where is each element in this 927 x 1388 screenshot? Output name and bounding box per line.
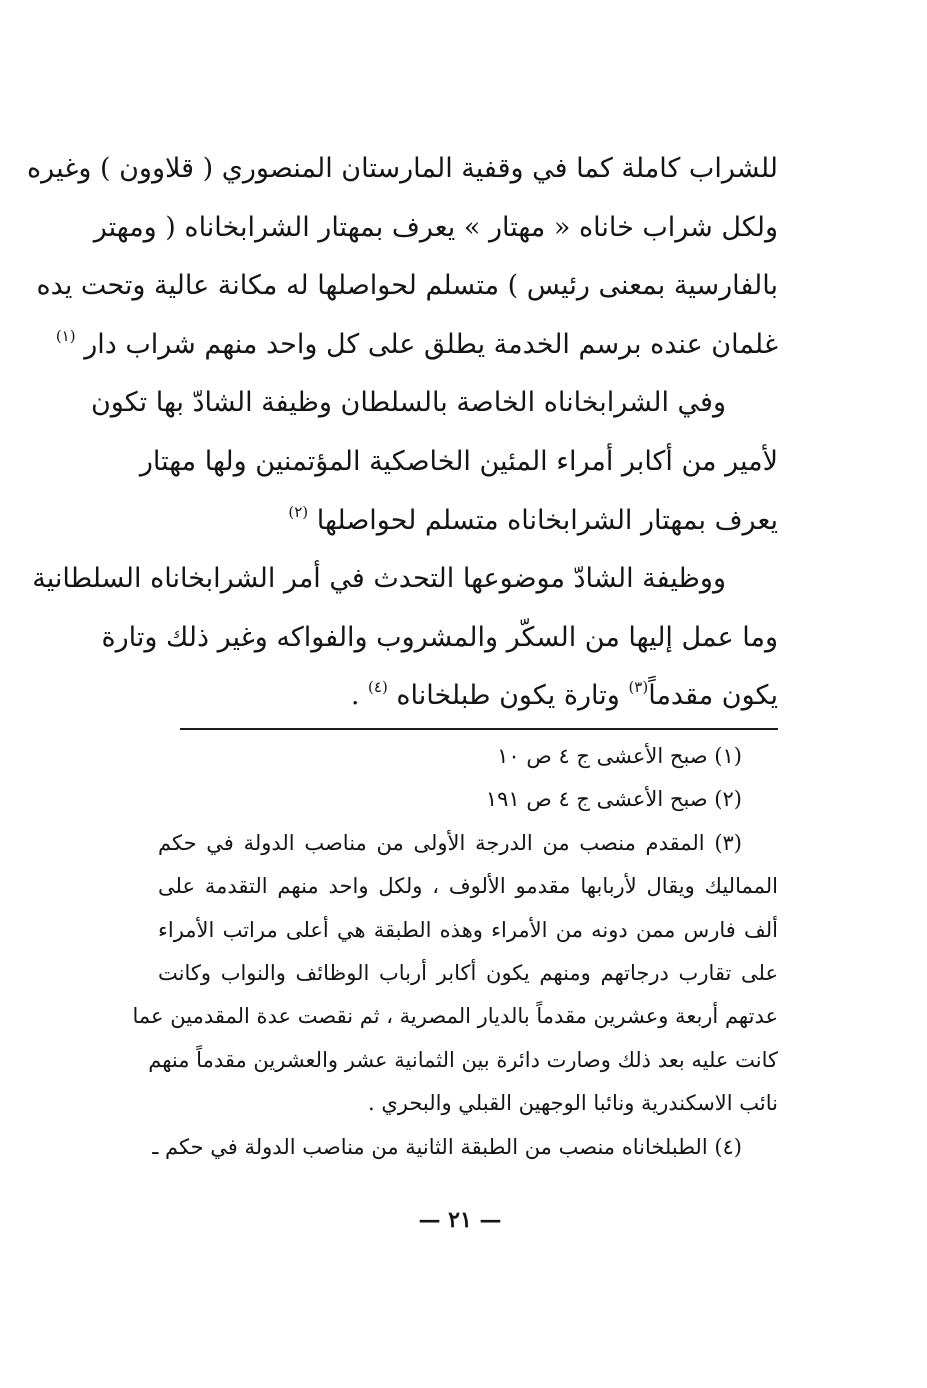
text-line (55, 316, 778, 375)
text-line: للشراب كاملة كما في وقفية المارستان المنصوري ( قلاوون ) وغيره (27, 153, 778, 184)
text-line: ووظيفة الشادّ موضوعها التحدث في أمر الشرابخاناه السلطانية (32, 563, 726, 595)
text-segment: يعرف بمهتار الشرابخاناه متسلم لحواصلها (316, 504, 778, 536)
footnote-line: (٤) الطبلخاناه منصب من الطبقة الثانية من مناصب الدولة في حكم ـ (152, 1134, 742, 1159)
footnote-reference: (١) (55, 326, 76, 345)
text-line: وفي الشرابخاناه الخاصة بالسلطان وظيفة الشادّ بها تكون (90, 387, 726, 419)
footnote-reference: (٤) (368, 678, 388, 697)
footnote-line: المماليك ويقال لأربابها مقدمو الألوف ، ولكل واحد منهم التقدمة على (158, 874, 778, 899)
text-segment: وتارة يكون طبلخاناه (396, 680, 620, 712)
main-text (27, 140, 778, 726)
footnote-reference: (٣) (628, 678, 649, 697)
footnote-line: (١) صبح الأعشى ج ٤ ص ١٠ (497, 744, 742, 768)
footnote-line: ألف فارس ممن دونه من الأمراء وهذه الطبقة هي أعلى مراتب الأمراء (158, 917, 778, 942)
text-line: بالفارسية بمعنى رئيس ) متسلم لحواصلها له مكانة عالية وتحت يده (36, 270, 778, 302)
footnote-line: (٣) المقدم منصب من الدرجة الأولى من مناصب الدولة في حكم (158, 830, 742, 855)
footnote-line: عدتهم أربعة وعشرين مقدماً بالديار المصرية ، ثم نقصت عدة المقدمين عما (132, 1004, 778, 1029)
footnote-reference: (٢) (288, 502, 309, 521)
footnote-divider (180, 728, 778, 730)
text-line: لأمير من أكابر أمراء المئين الخاصكية المؤتمنين ولها مهتار (139, 445, 778, 477)
text-segment: . (350, 680, 360, 712)
text-line: ولكل شراب خاناه « مهتار » يعرف بمهتار الشرابخاناه ( ومهتر (93, 211, 778, 243)
footnote-line: كانت عليه بعد ذلك وصارت دائرة بين الثمانية عشر والعشرين مقدماً منهم (148, 1047, 778, 1072)
footnote-line: (٢) صبح الأعشى ج ٤ ص ١٩١ (485, 787, 742, 812)
text-line: وما عمل إليها من السكّر والمشروب والفواكه وغير ذلك وتارة (101, 621, 778, 653)
footnotes (132, 735, 778, 1169)
text-line (150, 492, 778, 551)
text-segment: غلمان عنده برسم الخدمة يطلق على كل واحد منهم شراب دار (84, 328, 778, 360)
page-number: — ٢١ — (418, 1207, 502, 1233)
text-segment: يكون مقدماً (648, 680, 778, 712)
footnote-line: على تقارب درجاتهم ومنهم يكون أكابر أرباب الوظائف والنواب وكانت (158, 960, 778, 985)
text-line (150, 667, 778, 726)
footnote-line: نائب الاسكندرية ونائبا الوجهين القبلي والبحري . (367, 1091, 778, 1116)
